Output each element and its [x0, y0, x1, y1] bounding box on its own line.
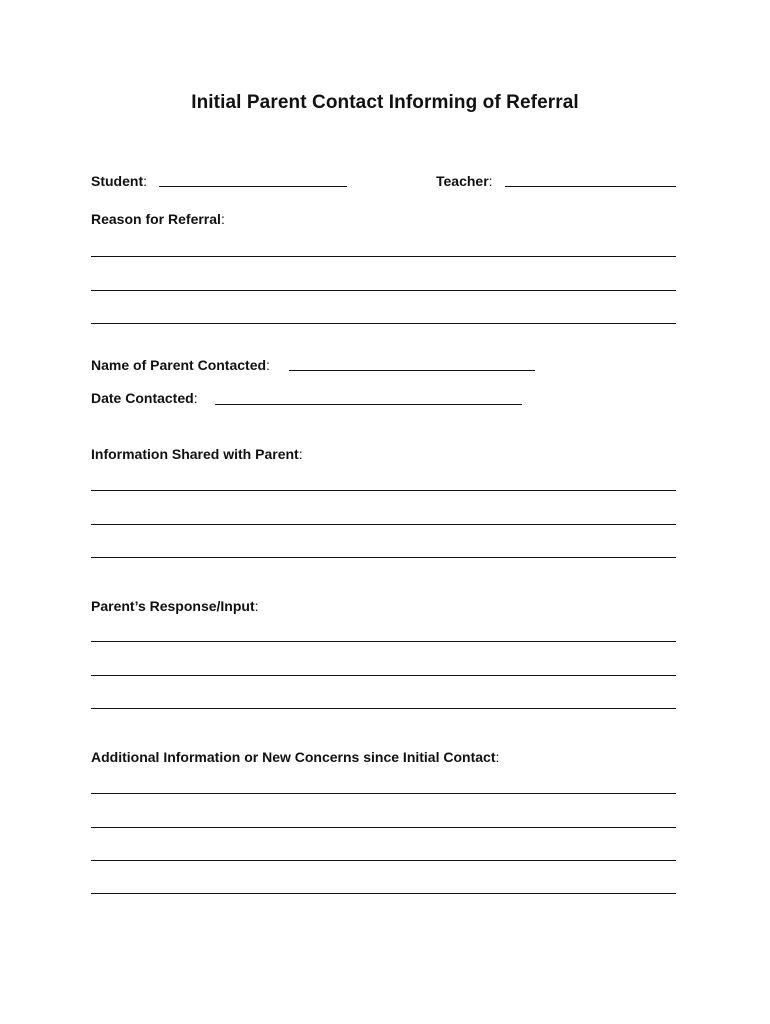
student-field[interactable]	[159, 186, 347, 187]
parent-name-field[interactable]	[289, 370, 535, 371]
additional-info-line-2[interactable]	[91, 827, 676, 828]
form-title: Initial Parent Contact Informing of Referral	[191, 92, 579, 113]
info-shared-line-1[interactable]	[91, 490, 676, 491]
parent-response-label: Parent’s Response/Input:	[91, 598, 259, 614]
teacher-label: Teacher:	[436, 173, 493, 189]
reason-line-1[interactable]	[91, 256, 676, 257]
additional-info-line-3[interactable]	[91, 860, 676, 861]
parent-response-line-1[interactable]	[91, 641, 676, 642]
info-shared-line-2[interactable]	[91, 524, 676, 525]
parent-response-line-3[interactable]	[91, 708, 676, 709]
reason-label: Reason for Referral:	[91, 211, 225, 227]
parent-response-line-2[interactable]	[91, 675, 676, 676]
info-shared-line-3[interactable]	[91, 557, 676, 558]
student-label: Student:	[91, 173, 147, 189]
reason-line-2[interactable]	[91, 290, 676, 291]
reason-line-3[interactable]	[91, 323, 676, 324]
additional-info-line-4[interactable]	[91, 893, 676, 894]
date-contacted-field[interactable]	[215, 404, 522, 405]
additional-info-line-1[interactable]	[91, 793, 676, 794]
teacher-field[interactable]	[505, 186, 676, 187]
additional-info-label: Additional Information or New Concerns since Initial Contact:	[91, 749, 500, 765]
parent-name-label: Name of Parent Contacted:	[91, 357, 270, 373]
date-contacted-label: Date Contacted:	[91, 390, 198, 406]
info-shared-label: Information Shared with Parent:	[91, 446, 303, 462]
